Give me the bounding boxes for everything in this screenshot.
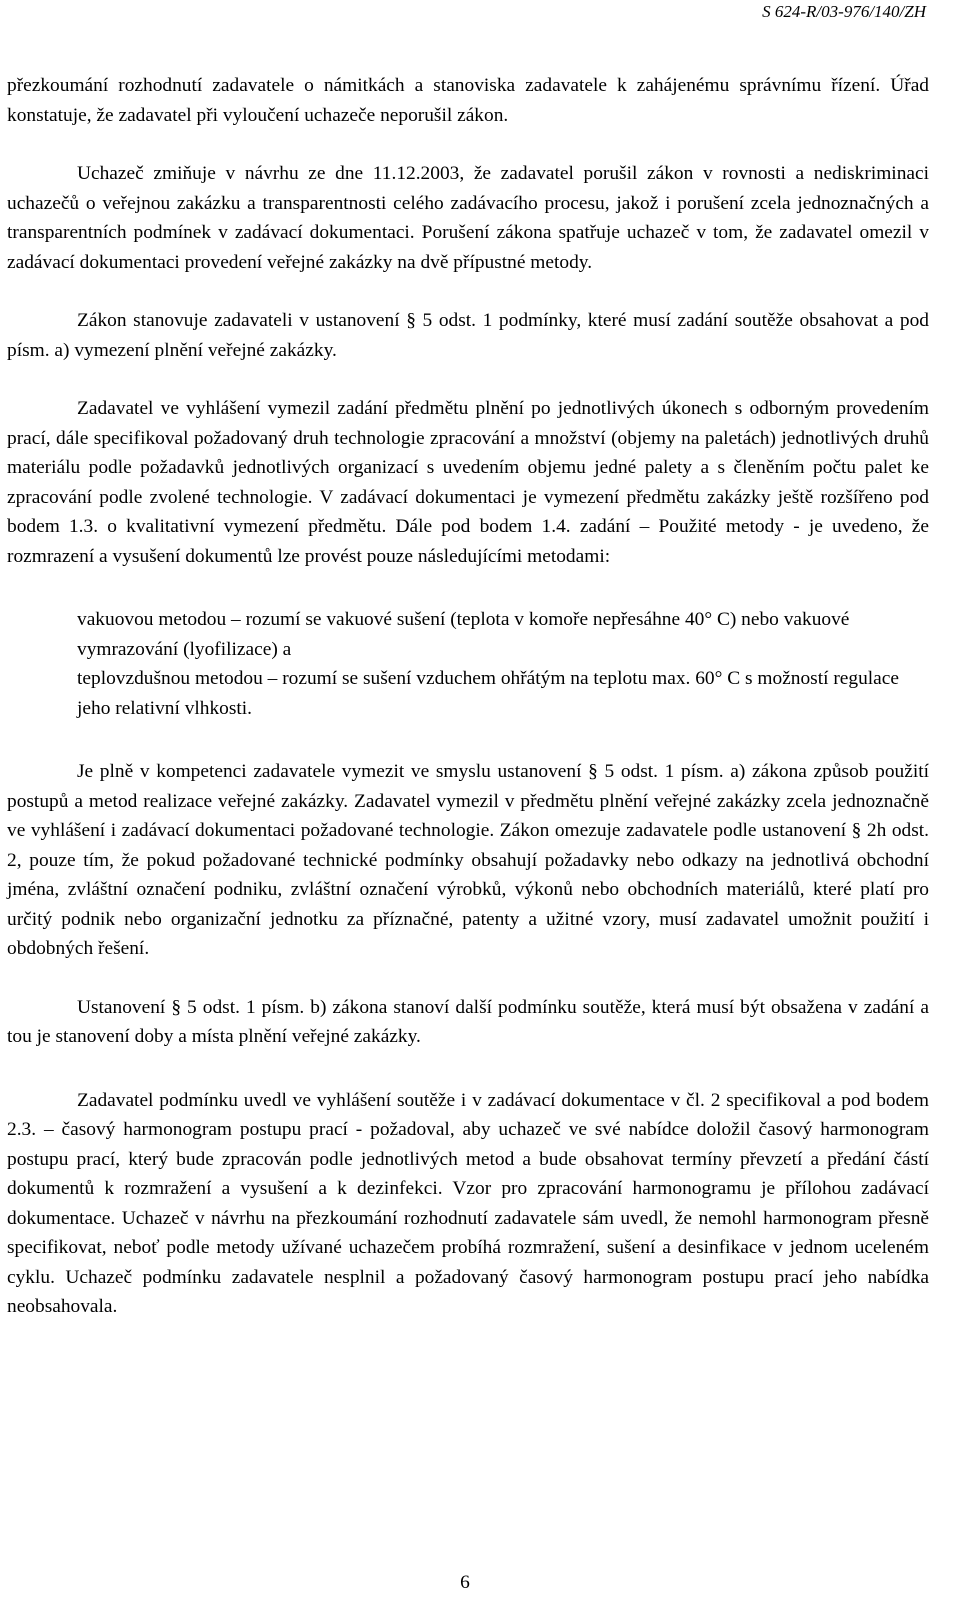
paragraph: Uchazeč zmiňuje v návrhu ze dne 11.12.2003, že zadavatel porušil zákon v rovnosti a nediskriminaci uchazečů o veřejnou zakázku a transparentnosti celého zadávacího procesu, jakož i porušení zcela jednoznačných a transparentních podmínek v zadávací dokumentaci. Porušení zákona spatřuje uchazeč v tom, že zadavatel omezil v zadávací dokumentaci provedení veřejné zakázky na dvě přípustné metody. xyxy=(7,163,929,273)
page-number: 6 xyxy=(460,1572,470,1593)
paragraph: Ustanovení § 5 odst. 1 písm. b) zákona stanoví další podmínku soutěže, která musí být obsažena v zadání a tou je stanovení doby a místa plnění veřejné zakázky. xyxy=(7,996,929,1047)
paragraph: Zákon stanovuje zadavateli v ustanovení § 5 odst. 1 podmínky, které musí zadání soutěže obsahovat a pod písm. a) vymezení plnění veřejné zakázky. xyxy=(7,310,929,361)
method-item: vakuovou metodou – rozumí se vakuové sušení (teplota v komoře nepřesáhne 40° C) nebo vakuové vymrazování (lyofilizace) a xyxy=(77,609,850,660)
paragraph: Zadavatel ve vyhlášení vymezil zadání předmětu plnění po jednotlivých úkonech s odborným provedením prací, dále specifikoval požadovaný druh technologie zpracování a množství (objemy na paletách) jednotlivých druhů materiálu podle požadavků jednotlivých organizací s uvedením objemu jedné palety a s členěním počtu palet ke zpracování podle zvolené technologie. V zadávací dokumentaci je vymezení předmětu zakázky ještě rozšířeno pod bodem 1.3. o kvalitativní vymezení předmětu. Dále pod bodem 1.4. zadání – Použité metody - je uvedeno, že rozmrazení a vysušení dokumentů lze provést pouze následujícími metodami: xyxy=(7,398,929,567)
document-reference: S 624-R/03-976/140/ZH xyxy=(762,2,926,21)
document-body xyxy=(7,71,929,1322)
paragraph: Zadavatel podmínku uvedl ve vyhlášení soutěže i v zadávací dokumentace v čl. 2 specifikoval a pod bodem 2.3. – časový harmonogram postupu prací - požadoval, aby uchazeč ve své nabídce doložil časový harmonogram postupu prací, který bude zpracován podle jednotlivých metod a bude obsahovat termíny převzetí a předání částí dokumentů k rozmražení a vysušení a k dezinfekci. Vzor pro zpracování harmonogramu je přílohou zadávací dokumentace. Uchazeč v návrhu na přezkoumání rozhodnutí zadavatele sám uvedl, že nemohl harmonogram přesně specifikovat, neboť podle metody užívané uchazečem probíhá rozmražení, sušení a desinfikace v jednom uceleném cyklu. Uchazeč podmínku zadavatele nesplnil a požadovaný časový harmonogram postupu prací jeho nabídka neobsahovala. xyxy=(7,1089,929,1317)
method-item: teplovzdušnou metodou – rozumí se sušení vzduchem ohřátým na teplotu max. 60° C s možností regulace jeho relativní vlhkosti. xyxy=(77,668,899,719)
method-list xyxy=(7,605,929,723)
paragraph: přezkoumání rozhodnutí zadavatele o námitkách a stanoviska zadavatele k zahájenému správnímu řízení. Úřad konstatuje, že zadavatel při vyloučení uchazeče neporušil zákon. xyxy=(7,75,929,126)
paragraph: Je plně v kompetenci zadavatele vymezit ve smyslu ustanovení § 5 odst. 1 písm. a) zákona způsob použití postupů a metod realizace veřejné zakázky. Zadavatel vymezil v předmětu plnění veřejné zakázky zcela jednoznačně ve vyhlášení i zadávací dokumentaci požadované technologie. Zákon omezuje zadavatele podle ustanovení § 2h odst. 2, pouze tím, že pokud požadované technické podmínky obsahují požadavky nebo odkazy na jednotlivá obchodní jména, zvláštní označení podniku, zvláštní označení výrobků, výkonů nebo obchodních materiálů, které platí pro určitý podnik nebo organizační jednotku za příznačné, patenty a užitné vzory, musí zadavatel umožnit použití i obdobných řešení. xyxy=(7,761,929,959)
